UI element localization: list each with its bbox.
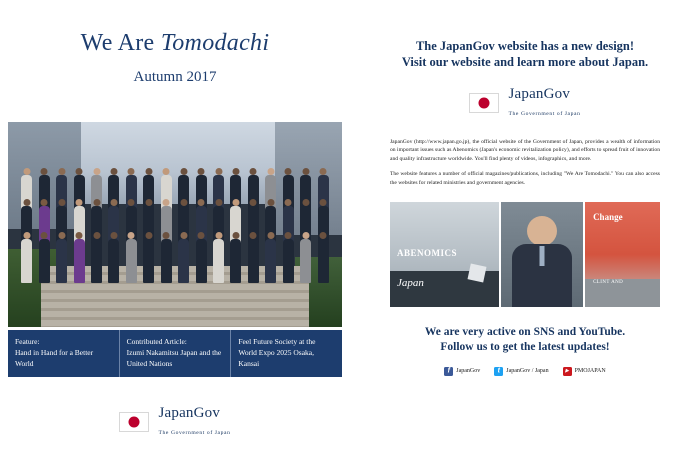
photo-group-of-leaders (21, 175, 328, 302)
caption-contributed-article (120, 330, 232, 377)
caption-expo (231, 330, 342, 377)
social-label: PMOJAPAN (574, 368, 606, 375)
magazine-title: ABENOMICS (397, 247, 458, 258)
title-italic: Tomodachi (160, 30, 270, 56)
japangov-logo-left (0, 405, 350, 439)
magazine-cover-change[interactable] (585, 202, 660, 307)
body-paragraph-2: The website features a number of official magazines/publications, including "We Are Tomodachi." You can also access the websites for related ministries and government agencies. (390, 171, 660, 186)
caption-text: Izumi Nakamitsu Japan and the United Nations (126, 348, 222, 368)
cover-photo (8, 122, 342, 327)
cta-line-2: Follow us to get the latest updates! (440, 340, 610, 353)
social-link-youtube[interactable] (563, 367, 606, 376)
japangov-tagline: The Government of Japan (158, 429, 231, 436)
magazine-covers-strip (390, 202, 660, 307)
japangov-name: JapanGov (158, 405, 221, 421)
portrait-tie (539, 246, 544, 266)
page-title (0, 30, 350, 57)
japan-flag-icon (119, 412, 149, 432)
right-body-text (390, 138, 660, 188)
magazine-subtitle: CLINT AND (593, 279, 624, 285)
caption-heading: Contributed Article: (126, 337, 187, 346)
right-page (350, 0, 700, 450)
social-label: JapanGov / Japan (506, 368, 549, 375)
call-to-action (390, 325, 660, 355)
twitter-icon (494, 367, 503, 376)
magazine-title: Change (593, 211, 623, 222)
title-plain: We Are (80, 30, 161, 56)
headline-line-1: The JapanGov website has a new design! (415, 39, 635, 53)
social-label: JapanGov (456, 368, 481, 375)
portrait-head (527, 216, 557, 246)
caption-text: Feel Future Society at the World Expo 2025 Osaka, Kansai (238, 337, 316, 368)
headline-line-2: Visit our website and learn more about Japan. (401, 55, 649, 69)
japangov-name: JapanGov (508, 86, 571, 102)
magazine-subtitle: Japan (397, 276, 424, 289)
facebook-icon (444, 367, 453, 376)
issue-date: Autumn 2017 (133, 69, 217, 85)
caption-text: Hand in Hand for a Better World (15, 348, 94, 368)
japangov-logo-right (390, 86, 660, 120)
body-paragraph-1: JapanGov (http://www.japan.go.jp), the official website of the Government of Japan, provides a wealth of information on important issues such as Abenomics (Japan's economic revitalization policy), and efforts to spread fruit of innovation and quality infrastructure worldwide. You'll find plenty of videos, infographics, and more. (390, 138, 660, 162)
social-links (390, 367, 660, 376)
social-link-twitter[interactable] (494, 367, 548, 376)
cover-cube-graphic (467, 263, 486, 282)
japan-flag-icon (469, 93, 499, 113)
caption-bar (8, 330, 342, 377)
japangov-wordmark (158, 405, 230, 439)
caption-heading: Feature: (15, 337, 40, 346)
magazine-cover-portrait[interactable] (501, 202, 583, 307)
cta-line-1: We are very active on SNS and YouTube. (424, 325, 626, 338)
caption-feature (8, 330, 120, 377)
japangov-tagline: The Government of Japan (508, 110, 581, 117)
social-link-facebook[interactable] (444, 367, 480, 376)
crowd-row (21, 239, 328, 283)
right-headline (390, 38, 660, 70)
magazine-cover-abenomics[interactable] (390, 202, 499, 307)
youtube-icon (563, 367, 572, 376)
japangov-wordmark (508, 86, 580, 120)
